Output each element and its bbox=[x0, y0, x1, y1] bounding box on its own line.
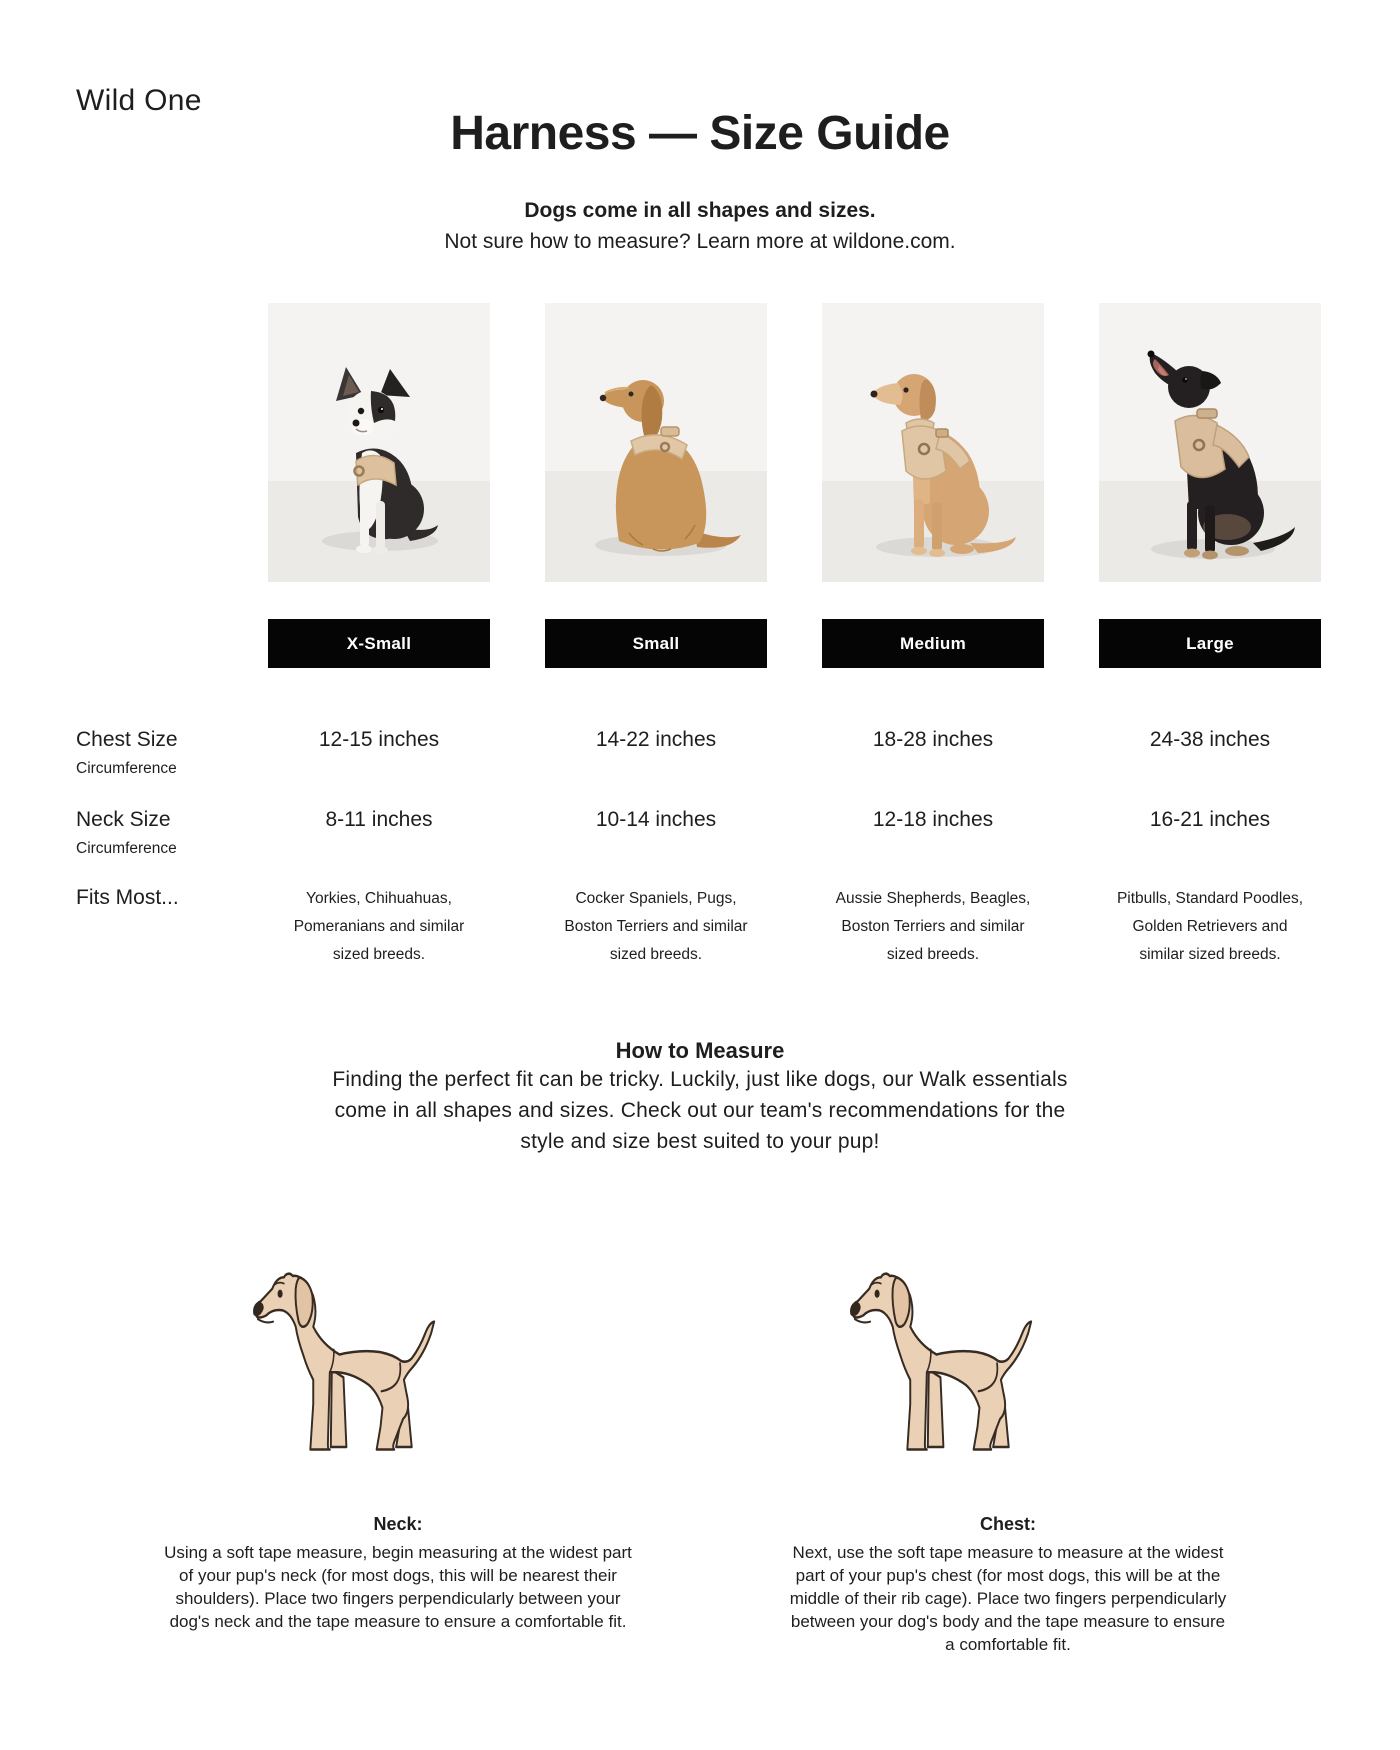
neck-size-row-label: Neck Size bbox=[76, 808, 171, 831]
subtitle: Not sure how to measure? Learn more at wildone.com. bbox=[444, 230, 956, 253]
dog-illustration-icon bbox=[245, 1238, 440, 1466]
chest-circumference-label: Circumference bbox=[76, 760, 177, 777]
fits-most-values-row bbox=[254, 885, 1335, 969]
chest-value-large: 24-38 inches bbox=[1149, 728, 1271, 751]
medium-lab-photo-icon bbox=[822, 303, 1044, 582]
fits-value-medium: Aussie Shepherds, Beagles, Boston Terriers and similar sized breeds. bbox=[835, 890, 1031, 963]
dog-photos-row bbox=[268, 303, 1321, 582]
neck-instructions-heading: Neck: bbox=[373, 1514, 423, 1534]
fits-value-xsmall: Yorkies, Chihuahuas, Pomeranians and similar sized breeds. bbox=[293, 890, 465, 963]
neck-instructions bbox=[138, 1514, 658, 1633]
size-label-xsmall: X-Small bbox=[268, 619, 490, 668]
neck-circumference-label: Circumference bbox=[76, 840, 177, 857]
medium-dog-photo bbox=[822, 303, 1044, 582]
size-label-small: Small bbox=[545, 619, 767, 668]
neck-value-medium: 12-18 inches bbox=[872, 808, 994, 831]
xsmall-dog-photo bbox=[268, 303, 490, 582]
fits-value-large: Pitbulls, Standard Poodles, Golden Retrievers and similar sized breeds. bbox=[1116, 890, 1304, 963]
neck-size-values-row bbox=[254, 808, 1335, 832]
neck-value-small: 10-14 inches bbox=[595, 808, 717, 831]
chest-instructions bbox=[748, 1514, 1268, 1656]
chest-value-small: 14-22 inches bbox=[595, 728, 717, 751]
chest-instructions-body: Next, use the soft tape measure to measure at the widest part of your pup's chest (for most dogs, this will be at the middle of their rib cage). Place two fingers perpendicularly between your dog's body and the tape measure to ensure a comfortable fit. bbox=[789, 1543, 1227, 1654]
wild-one-logo: Wild One bbox=[76, 84, 202, 117]
size-labels-row bbox=[268, 619, 1321, 668]
xsmall-chihuahua-photo-icon bbox=[268, 303, 490, 582]
chest-size-row-label: Chest Size bbox=[76, 728, 178, 751]
neck-measure-dog-illustration bbox=[245, 1238, 440, 1466]
size-label-medium: Medium bbox=[822, 619, 1044, 668]
page-title: Harness — Size Guide bbox=[450, 107, 950, 160]
fits-most-row-label: Fits Most... bbox=[76, 886, 179, 909]
small-dachshund-photo-icon bbox=[545, 303, 767, 582]
neck-value-large: 16-21 inches bbox=[1149, 808, 1271, 831]
neck-instructions-body: Using a soft tape measure, begin measuring at the widest part of your pup's neck (for most dogs, this will be nearest their shoulders). Place two fingers perpendicularly between your dog's neck and the tape measure to ensure a comfortable fit. bbox=[164, 1543, 632, 1631]
small-dog-photo bbox=[545, 303, 767, 582]
large-dog-photo bbox=[1099, 303, 1321, 582]
large-black-dog-photo-icon bbox=[1099, 303, 1321, 582]
size-label-large: Large bbox=[1099, 619, 1321, 668]
subtitle-bold: Dogs come in all shapes and sizes. bbox=[524, 199, 876, 222]
dog-illustration-icon bbox=[842, 1238, 1037, 1466]
chest-instructions-heading: Chest: bbox=[979, 1514, 1036, 1534]
chest-size-values-row bbox=[254, 728, 1335, 752]
chest-measure-dog-illustration bbox=[842, 1238, 1037, 1466]
fits-value-small: Cocker Spaniels, Pugs, Boston Terriers and similar sized breeds. bbox=[564, 890, 748, 963]
chest-value-medium: 18-28 inches bbox=[872, 728, 994, 751]
neck-value-xsmall: 8-11 inches bbox=[325, 808, 433, 831]
chest-value-xsmall: 12-15 inches bbox=[318, 728, 440, 751]
how-to-measure-heading: How to Measure bbox=[615, 1038, 785, 1063]
how-to-measure-paragraph: Finding the perfect fit can be tricky. Luckily, just like dogs, our Walk essentials come in all shapes and sizes. Check out our team's recommendations for the style and size best suited to your pup! bbox=[332, 1068, 1068, 1153]
